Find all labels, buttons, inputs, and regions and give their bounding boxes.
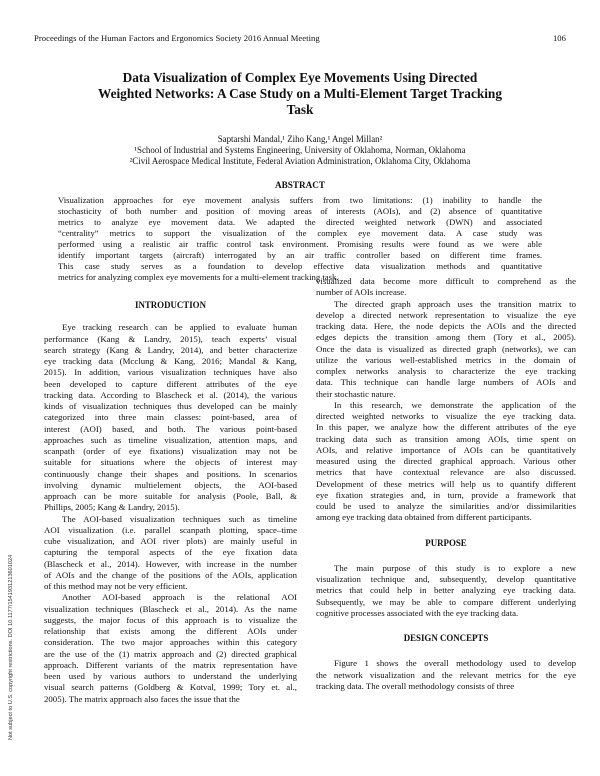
abstract-line: identify important targets (aircraft) interrogated by an air traffic controller based on different time frames. <box>58 249 542 260</box>
body-line: number of AOIs increase. <box>316 287 407 298</box>
body-line: develop a directed network representation to visualize the eye <box>316 309 576 320</box>
body-line: Subsequently, we may be able to compare different underlying <box>316 596 576 607</box>
body-line: edges depicts the transition among them (Tory et al., 2005). <box>316 332 576 343</box>
body-line: visualization technique and, subsequently, develop quantitative <box>316 574 576 584</box>
right-column <box>316 276 576 692</box>
body-line: approaches such as timeline visualization, attention maps, and <box>44 434 297 445</box>
abstract-line: performed using a realistic air traffic control task environment. Promising results were found as we were able <box>58 238 542 249</box>
body-line: capturing the temporal aspects of the eye fixation data <box>44 547 297 558</box>
body-line: cube visualization, and AOI river plots) are mainly useful in <box>44 536 297 546</box>
body-line: Figure 1 shows the overall methodology used to develop <box>334 658 576 669</box>
body-line: 2015). In addition, various visualization techniques have also <box>44 367 297 378</box>
body-line: visualized data become more difficult to comprehend as the <box>316 276 576 286</box>
paper-title <box>60 70 540 118</box>
body-line: Another AOI-based approach is the relational AOI <box>62 592 297 603</box>
body-line: The directed graph approach uses the transition matrix to <box>334 298 576 309</box>
body-line: involving dynamic multielement objects, the AOI-based <box>44 479 297 490</box>
abstract-line: “centrality” metrics to support the visualization of the complex eye movement data. A case study was <box>58 227 542 238</box>
body-line: Once the data is visualized as directed graph (networks), we can <box>316 343 576 354</box>
body-line: consideration. The two major approaches within this category <box>44 637 297 648</box>
body-line: kinds of visualization techniques thus developed can be mainly <box>44 401 297 411</box>
side-note-text: Not subject to U.S. copyright restrictions. DOI 10.1177/1541931213601024 <box>8 554 14 740</box>
body-line: could be used to analyze the similarities and/or dissimilarities <box>316 501 576 511</box>
left-column <box>44 300 297 705</box>
body-line: The AOI-based visualization techniques such as timeline <box>62 513 297 524</box>
purpose-text <box>316 563 576 619</box>
body-line: The main purpose of this study is to explore a new <box>334 562 576 573</box>
body-line: measured using the directed graphical approach. Various other <box>316 456 576 466</box>
body-line: cognitive processes associated with the eye tracking data. <box>316 607 519 618</box>
introduction-heading: INTRODUCTION <box>134 300 206 310</box>
title-line: Task <box>286 102 314 117</box>
body-line: eye fixation strategies and, in turn, provide a framework that <box>316 489 576 500</box>
body-line: 2005). The matrix approach also faces the issue that the <box>44 693 240 704</box>
title-line: Data Visualization of Complex Eye Movements Using Directed <box>122 70 478 85</box>
body-line: utilize the various well-established metrics in the domain of <box>316 354 576 365</box>
body-line: visualization techniques (Blascheck et al., 2014). As the name <box>44 603 297 614</box>
affiliation-2: ²Civil Aerospace Medical Institute, Federal Aviation Administration, Oklahoma City, Oklahoma <box>129 156 471 166</box>
body-line: Eye tracking research can be applied to evaluate human <box>62 322 297 333</box>
body-line: performance (Kang & Landry, 2015), teach experts’ visual <box>44 333 297 344</box>
title-line: Weighted Networks: A Case Study on a Multi-Element Target Tracking <box>98 86 502 101</box>
body-line: directed weighted networks to visualize the eye tracking data. <box>316 411 576 421</box>
body-line: Phillips, 2005; Kang & Landry, 2015). <box>44 502 180 513</box>
body-line: data. This technique can handle large numbers of AOIs and <box>316 377 576 388</box>
design-concepts-heading: DESIGN CONCEPTS <box>403 633 489 643</box>
body-line: complex networks analysis to characterize the eye tracking <box>316 366 576 376</box>
abstract-line: stochasticity of both number and position of moving areas of interests (AOIs), and (2) absence of quantitative <box>58 205 542 216</box>
body-line: tracking data. Here, the node depicts the AOIs and the directed <box>316 321 576 331</box>
body-line: search strategy (Kang & Landry, 2014), and better characterize <box>44 344 297 355</box>
body-line: their stochastic nature. <box>316 388 396 399</box>
body-line: approach. Different variants of the matrix representation have <box>44 659 297 670</box>
abstract-body <box>58 195 542 283</box>
body-line: In this research, we demonstrate the application of the <box>334 399 576 410</box>
purpose-heading: PURPOSE <box>425 537 467 548</box>
abstract-line: metrics to analyze eye movement data. We adapted the directed weighted network (DWN) and associated <box>58 216 542 227</box>
abstract-line: This case study serves as a foundation to develop effective data visualization methods and quantitative <box>58 260 542 271</box>
body-line: categorized into three main classes: point-based, area of <box>44 412 297 423</box>
body-line: Development of these metrics will help us to quantify different <box>316 478 576 489</box>
body-line: the network visualization and the relevant metrics for the eye <box>316 669 576 680</box>
body-line: eye tracking data (Mcclung & Kang, 2016; Mandal & Kang, <box>44 356 297 366</box>
abstract-line: Visualization approaches for eye movement analysis suffers from two limitations: (1) inability to handle the <box>58 195 542 205</box>
running-title: Proceedings of the Human Factors and Ergonomics Society 2016 Annual Meeting <box>34 33 320 43</box>
design-concepts-text <box>316 658 576 692</box>
body-line: scanpath (order of eye fixations) visualization may not be <box>44 446 297 456</box>
body-line: are the use of the (1) matrix approach and (2) directed graphical <box>44 648 297 659</box>
body-line: been used by various authors to understand the underlying <box>44 671 297 681</box>
body-line: among eye tracking data obtained from different participants. <box>316 512 532 523</box>
body-line: tracking data. The overall methodology consists of three <box>316 680 515 691</box>
body-line: (Blascheck et al., 2014). However, with increase in the number <box>44 558 297 569</box>
affiliation-1: ¹School of Industrial and Systems Engineering, University of Oklahoma, Norman, Oklahoma <box>134 145 466 155</box>
body-line: interest (AOI) based, and both. The various point-based <box>44 423 297 434</box>
page-number: 106 <box>552 33 566 43</box>
author-names: Saptarshi Mandal,¹ Ziho Kang,¹ Angel Millan² <box>217 134 383 144</box>
body-line: In this paper, we analyze how the different attributes of the eye <box>316 422 576 433</box>
body-line: AOI visualization (i.e. parallel scanpath plotting, space–time <box>44 524 297 535</box>
body-line: visual search patterns (Goldberg & Kotval, 1999; Tory et. al., <box>44 682 297 693</box>
copyright-side-note <box>8 520 20 740</box>
body-line: suggests, the major focus of this approach is to visualize the <box>44 614 297 625</box>
abstract-heading: ABSTRACT <box>274 180 326 190</box>
body-line: of AOIs and the change of the positions of the AOIs, application <box>44 569 297 580</box>
body-line: metrics that could help in better analyzing eye tracking data. <box>316 585 576 596</box>
body-line: suitable for situations where the objects of interest may <box>44 457 297 468</box>
author-block <box>60 134 540 167</box>
body-line: tracking data. According to Blascheck et al. (2014), the various <box>44 389 297 400</box>
body-line: relationship that exists among the different AOIs under <box>44 626 297 636</box>
body-line: AOIs, and relative importance of AOIs can be quantitatively <box>316 444 576 455</box>
body-line: tracking data such as transition among AOIs, time spent on <box>316 433 576 444</box>
body-line: of this method may not be very efficient. <box>44 581 188 591</box>
introduction-text-continued <box>316 276 576 524</box>
body-line: metrics that have contextual relevance are also discussed. <box>316 467 576 478</box>
abstract-line: metrics for analyzing complex eye movements for a multi-element tracking task. <box>58 271 339 282</box>
body-line: been developed to capture different attributes of the eye <box>44 378 297 389</box>
running-header <box>34 33 566 45</box>
body-line: approach can be more suitable for analysis (Poole, Ball, & <box>44 491 297 501</box>
body-line: continuously change their shapes and positions. In scenarios <box>44 468 297 479</box>
introduction-text <box>44 322 297 705</box>
